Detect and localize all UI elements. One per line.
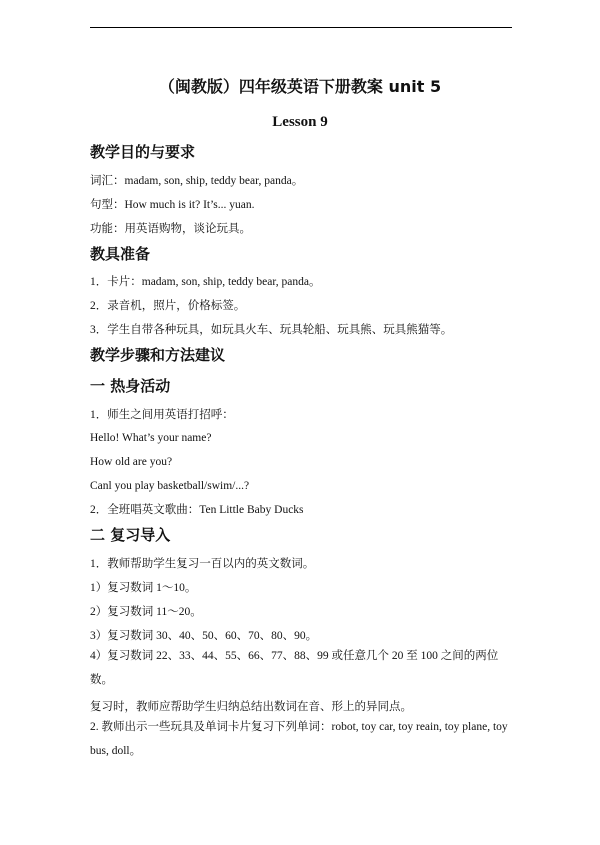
heading-materials: 教具准备 <box>90 245 151 263</box>
warmup-line-4: Canl you play basketball/swim/...? <box>90 480 250 492</box>
heading-review: 二 复习导入 <box>90 526 171 544</box>
review-line-1: 1．教师帮助学生复习一百以内的英文数词。 <box>90 558 315 570</box>
review-line-3: 2）复习数词 11～20。 <box>90 606 202 618</box>
warmup-line-2: Hello! What’s your name? <box>90 432 212 444</box>
warmup-line-3: How old are you? <box>90 456 173 468</box>
heading-steps: 教学步骤和方法建议 <box>90 346 226 364</box>
warmup-line-5: 2．全班唱英文歌曲：Ten Little Baby Ducks <box>90 504 304 516</box>
heading-warmup: 一 热身活动 <box>90 377 171 395</box>
review-line-4: 3）复习数词 30、40、50、60、70、80、90。 <box>90 630 318 642</box>
heading-goals: 教学目的与要求 <box>90 143 196 161</box>
goals-function: 功能：用英语购物，谈论玩具。 <box>90 223 251 235</box>
warmup-line-1: 1．师生之间用英语打招呼： <box>90 409 234 421</box>
lesson-title: Lesson 9 <box>272 114 328 130</box>
review-line-6: 复习时，教师应帮助学生归纳总结出数词在音、形上的异同点。 <box>90 701 412 713</box>
review-line-5: 4）复习数词 22、33、44、55、66、77、88、99 或任意几个 20 至 100 之间的两位数。 <box>90 650 499 686</box>
goals-vocab: 词汇：madam, son, ship, teddy bear, panda。 <box>90 175 304 187</box>
header-rule <box>90 27 512 28</box>
materials-item-2: 2．录音机，照片，价格标签。 <box>90 300 246 312</box>
review-line-2: 1）复习数词 1～10。 <box>90 582 197 594</box>
goals-pattern: 句型：How much is it? It’s... yuan. <box>90 199 255 211</box>
review-line-7: 2. 教师出示一些玩具及单词卡片复习下列单词：robot, toy car, toy reain, toy plane, toy bus, doll。 <box>90 721 508 757</box>
document-title: （闽教版）四年级英语下册教案 unit 5 <box>158 77 442 96</box>
materials-item-1: 1．卡片：madam, son, ship, teddy bear, panda。 <box>90 276 321 288</box>
materials-item-3: 3．学生自带各种玩具，如玩具火车、玩具轮船、玩具熊、玩具熊猫等。 <box>90 324 453 336</box>
